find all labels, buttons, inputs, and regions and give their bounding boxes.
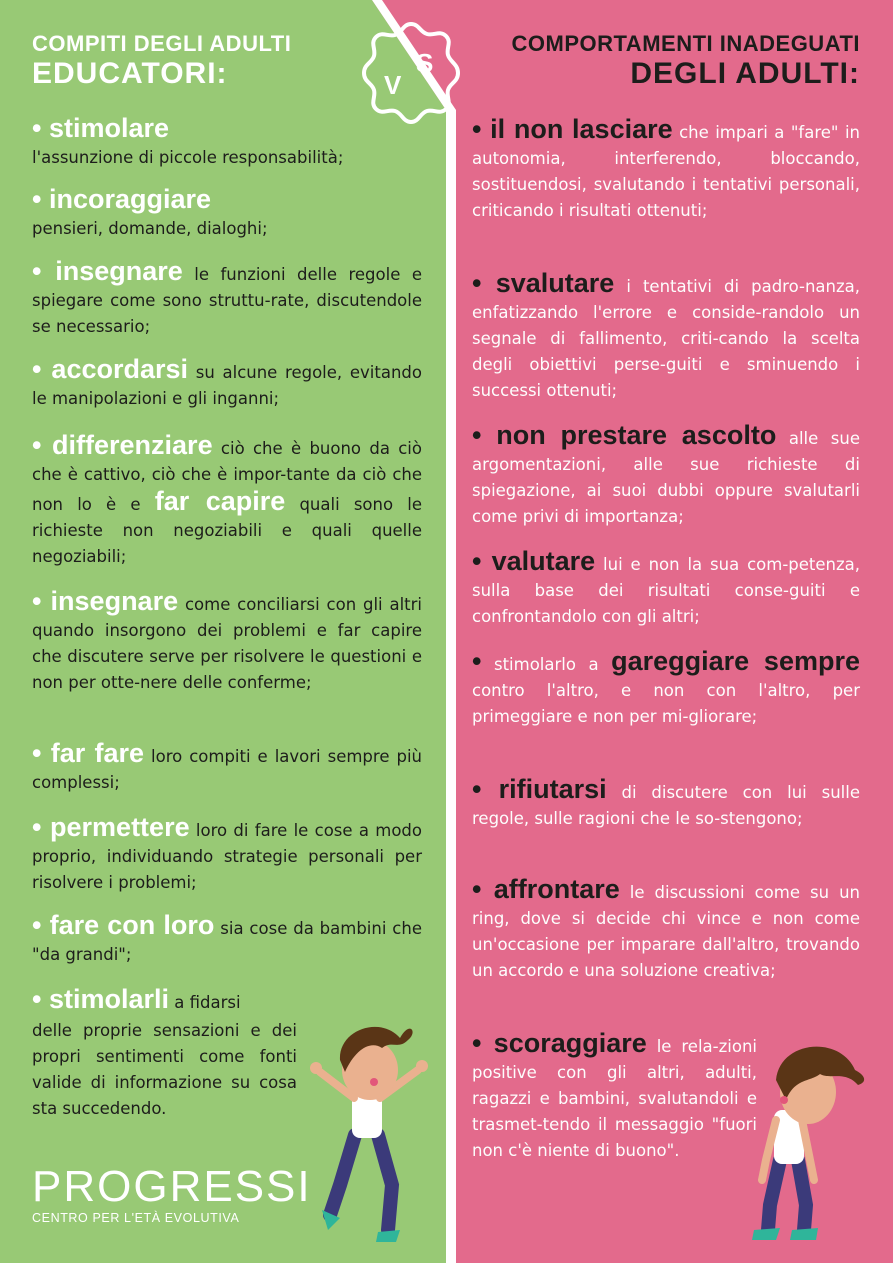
left-title-big: EDUCATORI: <box>32 57 228 90</box>
left-item-keyword: incoraggiare <box>48 184 212 214</box>
left-item: • accordarsi su alcune regole, evitando le manipolazioni e gli inganni; <box>32 354 422 408</box>
left-item: • insegnare come conciliarsi con gli altri quando insorgono dei problemi e far capire che discutere serve per risolvere le questioni e non per otte-nere delle conferme; <box>32 586 422 692</box>
vs-badge <box>356 18 466 128</box>
left-item: • insegnare le funzioni delle regole e spiegare come sono struttu-rate, discutendole se necessario; <box>32 256 422 336</box>
right-item: • non prestare ascolto alle sue argomentazioni, alle sue richieste di spiegazione, ai suoi dubbi oppure svalutarli come privi di importanza; <box>472 420 860 526</box>
left-item-keyword: far fare <box>50 738 145 768</box>
vs-letter-v: V <box>384 70 402 100</box>
left-item-keyword: insegnare <box>50 586 179 616</box>
vs-letter-s: S <box>416 48 434 78</box>
left-item-keyword: fare con loro <box>49 910 215 940</box>
jumping-boy-illustration <box>300 1010 440 1250</box>
left-item-text: le funzioni delle regole e spiegare come sono struttu-rate, discutendole se necessario; <box>32 265 422 336</box>
right-item-keyword: il non lasciare <box>490 114 673 144</box>
right-title-small: COMPORTAMENTI INADEGUATI <box>511 31 860 56</box>
left-item-keyword: stimolarli <box>48 984 170 1014</box>
right-item: • il non lasciare che impari a "fare" in autonomia, interferendo, bloccando, sostituendosi, svalutando i tentativi personali, criticando i risultati ottenuti; <box>472 114 860 220</box>
right-item-keyword: svalutare <box>495 268 615 298</box>
right-item: • affrontare le discussioni come su un ring, dove si decide chi vince e non come un'occasione per imparare dall'altro, trovando un accordo e una soluzione creativa; <box>472 874 860 980</box>
left-item-keyword: accordarsi <box>51 354 189 384</box>
right-item-text: le rela-zioni positive con gli altri, adulti, ragazzi e bambini, svalutandoli e trasmet-tendo il messaggio "fuori non c'è niente di buono". <box>472 1037 757 1160</box>
left-item: • stimolare l'assunzione di piccole responsabilità; <box>32 113 344 167</box>
right-item-keyword: scoraggiare <box>493 1028 647 1058</box>
brand-tagline: CENTRO PER L'ETÀ EVOLUTIVA <box>32 1211 240 1225</box>
left-item: • stimolarli a fidarsi <box>32 984 241 1014</box>
sad-boy-illustration <box>740 1030 880 1245</box>
left-item-keyword: permettere <box>50 812 190 842</box>
right-item-text: le discussioni come su un ring, dove si decide chi vince e non come un'occasione per imparare dall'altro, trovando un accordo e una soluzione creativa; <box>472 883 860 980</box>
left-item-text: a fidarsi <box>174 993 241 1012</box>
right-item: • valutare lui e non la sua com-petenza, sulla base dei risultati conse-guiti e confrontandolo con gli altri; <box>472 546 860 626</box>
left-item: • far fare loro compiti e lavori sempre più complessi; <box>32 738 422 792</box>
left-item-text: su alcune regole, evitando le manipolazioni e gli inganni; <box>32 363 422 408</box>
left-item-text-2: delle proprie sensazioni e dei propri sentimenti come fonti valide di informazione su cosa sta succedendo. <box>32 1021 297 1118</box>
right-item-keyword: affrontare <box>493 874 620 904</box>
left-item-text-2: quali sono le richieste non negoziabili e quali quelle negoziabili; <box>32 495 422 566</box>
left-item: • permettere loro di fare le cose a modo proprio, individuando strategie personali per risolvere i problemi; <box>32 812 422 892</box>
right-title-big: DEGLI ADULTI: <box>630 57 860 90</box>
left-item-keyword: insegnare <box>55 256 183 286</box>
left-item: • fare con loro sia cose da bambini che "da grandi"; <box>32 910 422 964</box>
brand-name: PROGRESSI <box>32 1162 312 1211</box>
right-item: • scoraggiare le rela-zioni positive con gli altri, adulti, ragazzi e bambini, svalutandoli e trasmet-tendo il messaggio "fuori non c'è niente di buono". <box>472 1028 757 1160</box>
left-item-continued <box>32 1018 297 1122</box>
left-item: • differenziare ciò che è buono da ciò che è cattivo, ciò che è impor-tante da ciò che non lo è e far capire quali sono le richieste non negoziabili e quali quelle negoziabili; <box>32 430 422 566</box>
right-item-text: che impari a "fare" in autonomia, interferendo, bloccando, sostituendosi, svalutando i tentativi personali, criticando i risultati ottenuti; <box>472 123 860 220</box>
left-item-text: l'assunzione di piccole responsabilità; <box>32 148 344 167</box>
right-item-text: di discutere con lui sulle regole, sulle ragioni che le so-stengono; <box>472 783 860 828</box>
left-item-keyword: stimolare <box>48 113 170 143</box>
right-item-text: contro l'altro, e non con l'altro, per primeggiare e non per mi-gliorare; <box>472 681 860 726</box>
right-item-keyword: gareggiare sempre <box>611 646 860 676</box>
right-item-keyword: non prestare ascolto <box>496 420 777 450</box>
left-item-keyword-2: far capire <box>154 486 286 516</box>
right-item-pre: stimolarlo a <box>493 655 599 674</box>
left-item-text: loro di fare le cose a modo proprio, individuando strategie personali per risolvere i problemi; <box>32 821 422 892</box>
right-item-text: lui e non la sua com-petenza, sulla base dei risultati conse-guiti e confrontandolo con gli altri; <box>472 555 860 626</box>
right-item: • svalutare i tentativi di padro-nanza, enfatizzando l'errore e conside-randolo un segnale di fallimento, criti-cando la scelta degli obiettivi perse-guiti e sminuendo i successi ottenuti; <box>472 268 860 400</box>
right-item-text: i tentativi di padro-nanza, enfatizzando l'errore e conside-randolo un segnale di fallimento, criti-cando la scelta degli obiettivi perse-guiti e sminuendo i successi ottenuti; <box>472 277 860 400</box>
left-item-text: pensieri, domande, dialoghi; <box>32 219 268 238</box>
right-item-text: alle sue argomentazioni, alle sue richieste di spiegazione, ai suoi dubbi oppure svalutarli come privi di importanza; <box>472 429 860 526</box>
right-item-keyword: rifiutarsi <box>498 774 607 804</box>
brand-logo <box>32 1163 312 1225</box>
right-item: • rifiutarsi di discutere con lui sulle regole, sulle ragioni che le so-stengono; <box>472 774 860 828</box>
left-item: • incoraggiare pensieri, domande, dialoghi; <box>32 184 268 238</box>
left-item-keyword: differenziare <box>52 430 213 460</box>
left-title-small: COMPITI DEGLI ADULTI <box>32 31 292 56</box>
right-item: • stimolarlo a gareggiare sempre contro l'altro, e non con l'altro, per primeggiare e non per mi-gliorare; <box>472 646 860 726</box>
left-item-text: come conciliarsi con gli altri quando insorgono dei problemi e far capire che discutere serve per risolvere le questioni e non per otte-nere delle conferme; <box>32 595 422 692</box>
left-item-text: ciò che è buono da ciò che è cattivo, ciò che è impor-tante da ciò che non lo è e <box>32 439 422 514</box>
right-item-keyword: valutare <box>491 546 596 576</box>
left-item-text: sia cose da bambini che "da grandi"; <box>32 919 422 964</box>
left-item-text: loro compiti e lavori sempre più complessi; <box>32 747 422 792</box>
